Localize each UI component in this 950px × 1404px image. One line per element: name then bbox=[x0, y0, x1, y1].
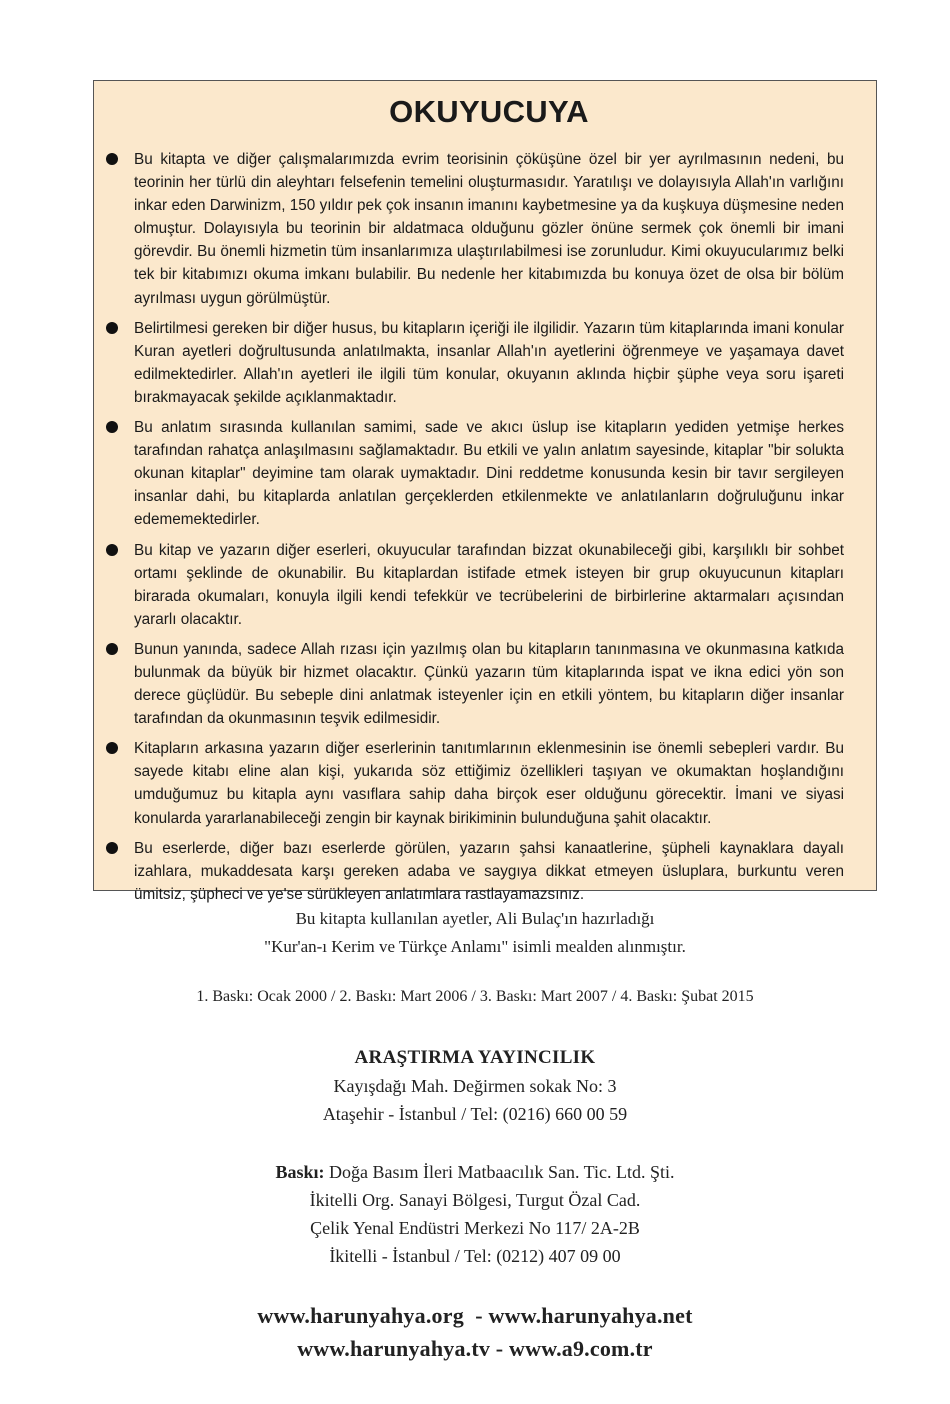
website-line: www.harunyahya.org - www.harunyahya.net bbox=[257, 1303, 693, 1328]
bullet-icon bbox=[106, 322, 118, 334]
bullet-icon bbox=[106, 544, 118, 556]
notice-item-text: Belirtilmesi gereken bir diğer husus, bu kitapların içeriği ile ilgilidir. Yazarın tüm kitaplarında imani konular Kuran ayetleri doğrultusunda anlatılmakta, insanlar Allah'ın ayetlerini öğrenmeye ve yaşamaya davet edilmektedirler. Allah'ın ayetleri ile ilgili tüm konular, okuyanın aklında hiçbir şüphe veya soru işareti bırakmayacak şekilde açıklanmaktadır. bbox=[134, 319, 844, 406]
notice-item bbox=[134, 148, 844, 310]
edition-history: 1. Baskı: Ocak 2000 / 2. Baskı: Mart 2006 / 3. Baskı: Mart 2007 / 4. Baskı: Şubat 2015 bbox=[196, 988, 754, 1005]
notice-item-text: Bu anlatım sırasında kullanılan samimi, sade ve akıcı üslup ise kitapların yediden yetmişe herkes tarafından rahatça anlaşılmasını sağlamaktadır. Bu etkili ve yalın anlatım sayesinde, kitaplar "bir solukta okunan kitaplar" deyimine tam olarak uymaktadır. Dini reddetme konusunda kesin bir tavır sergileyen insanlar dahi, bu kitaplarda anlatılan gerçeklerden etkilenmekte ve anlatılanların doğruluğunu inkar edememektedirler. bbox=[134, 419, 844, 529]
notice-item-text: Bu kitapta ve diğer çalışmalarımızda evrim teorisinin çöküşüne özel bir yer ayrılmasının nedeni, bu teorinin her türlü din aleyhtarı felsefenin temelini oluşturmasıdır. Yaratılışı ve dolayısıyla Allah'ın varlığını inkar eden Darwinizm, 150 yıldır pek çok insanın imanını kaybetmesine ya da kuşkuya düşmesine neden olmuştur. Dolayısıyla bu teorinin bir aldatmaca olduğunu gözler önüne sermek çok önemli bir imani görevdir. Bu önemli hizmetin tüm insanlarımıza ulaştırılabilmesi ise zorunludur. Kimi okuyucularımız belki tek bir kitabımızı okuma imkanı bulabilir. Bu nedenle her kitabımızda bu konuya özet de olsa bir bölüm ayrılması uygun görülmüştür. bbox=[134, 151, 844, 307]
notice-item bbox=[134, 638, 844, 730]
publisher-name: ARAŞTIRMA YAYINCILIK bbox=[354, 1047, 596, 1068]
printer-address: İkitelli Org. Sanayi Bölgesi, Turgut Özal Cad. bbox=[309, 1190, 641, 1210]
notice-item-text: Kitapların arkasına yazarın diğer eserlerinin tanıtımlarının eklenmesinin ise önemli sebepleri vardır. Bu sayede kitabı eline alan kişi, yukarıda söz ettiğimiz özellikleri taşıyan ve okumaktan hoşlandığını umduğumuz bu kitapla aynı vasıflara sahip daha birçok eser olduğunu görecektir. İmani ve siyasi konularda yararlanabileceği zengin bir kaynak birikiminin bulunduğuna şahit olacaktır. bbox=[134, 740, 844, 827]
notice-item-text: Bu eserlerde, diğer bazı eserlerde görülen, yazarın şahsi kanaatlerine, şüpheli kaynaklara dayalı izahlara, mukaddesata karşı gereken adaba ve saygıya dikkat etmeyen üsluplara, burkuntu veren ümitsiz, şüpheci ve ye'se sürükleyen anlatımlara rastlayamazsınız. bbox=[134, 839, 844, 903]
printer-address: Çelik Yenal Endüstri Merkezi No 117/ 2A-2B bbox=[310, 1218, 640, 1238]
bullet-icon bbox=[106, 153, 118, 165]
printer-info bbox=[0, 1158, 950, 1270]
printer-name: Doğa Basım İleri Matbaacılık San. Tic. Ltd. Şti. bbox=[324, 1162, 675, 1182]
publisher-address: Kayışdağı Mah. Değirmen sokak No: 3 bbox=[333, 1076, 617, 1096]
publisher-info bbox=[0, 1044, 950, 1128]
notice-item bbox=[134, 539, 844, 631]
notice-item bbox=[134, 837, 844, 906]
notice-list bbox=[134, 148, 844, 906]
verse-source-note bbox=[0, 905, 950, 961]
reader-notice-box bbox=[93, 80, 877, 903]
website-line: www.harunyahya.tv - www.a9.com.tr bbox=[297, 1336, 653, 1361]
printer-label: Baskı: bbox=[275, 1162, 325, 1182]
notice-item-text: Bunun yanında, sadece Allah rızası için yazılmış olan bu kitapların tanınmasına ve okunmasına katkıda bulunmak da büyük bir hizmet olacaktır. Çünkü yazarın tüm kitaplarında ispat ve ikna edici yön son derece güçlüdür. Bu sebeple dini anlatmak isteyenler için en etkili yöntem, bu kitapların diğer insanlar tarafından da okunmasının teşvik edilmesidir. bbox=[134, 640, 844, 728]
printer-name-line bbox=[0, 1158, 950, 1186]
source-note-line: Bu kitapta kullanılan ayetler, Ali Bulaç'ın hazırladığı bbox=[295, 909, 655, 928]
notice-item bbox=[134, 416, 844, 531]
printer-address: İkitelli - İstanbul / Tel: (0212) 407 09 00 bbox=[329, 1246, 621, 1266]
source-note-line: "Kur'an-ı Kerim ve Türkçe Anlamı" isimli mealden alınmıştır. bbox=[264, 937, 686, 956]
bullet-icon bbox=[106, 742, 118, 754]
website-list bbox=[0, 1299, 950, 1365]
notice-item-text: Bu kitap ve yazarın diğer eserleri, okuyucular tarafından bizzat okunabileceği gibi, karşılıklı bir sohbet ortamı şeklinde de okunabilir. Bu kitaplardan istifade etmek isteyen bir grup okuyucunun kitapları birarada okumaları, konuyla ilgili kendi tefekkür ve tecrübelerini de birbirlerine aktarmaları açısından yararlı olacaktır. bbox=[134, 541, 844, 628]
notice-item bbox=[134, 737, 844, 829]
bullet-icon bbox=[106, 643, 118, 655]
publisher-address: Ataşehir - İstanbul / Tel: (0216) 660 00 59 bbox=[322, 1104, 628, 1124]
notice-item bbox=[134, 317, 844, 409]
bullet-icon bbox=[106, 421, 118, 433]
bullet-icon bbox=[106, 842, 118, 854]
notice-title: OKUYUCUYA bbox=[389, 94, 589, 129]
